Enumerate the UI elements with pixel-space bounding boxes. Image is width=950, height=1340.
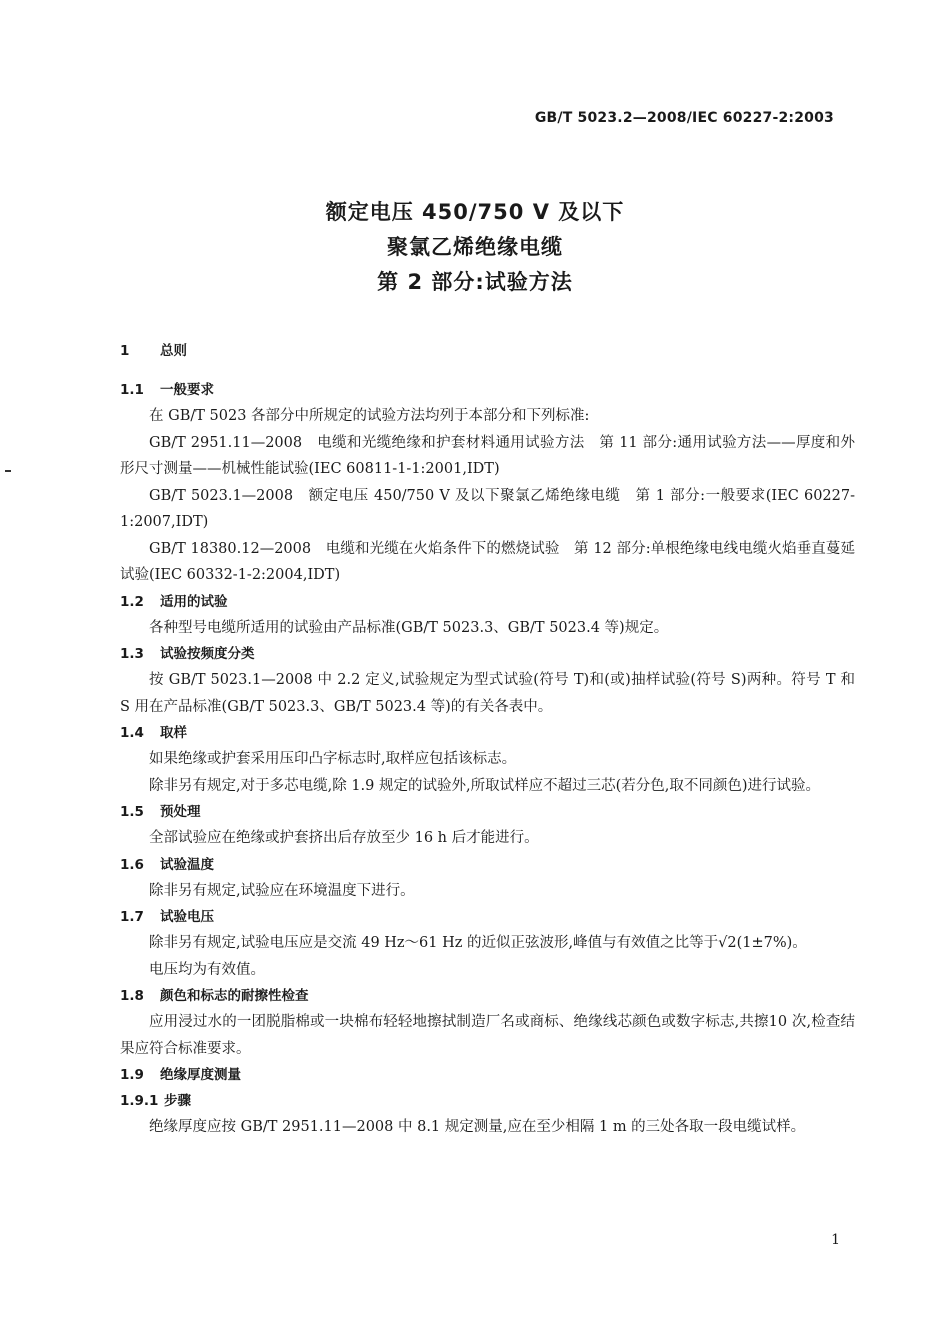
section-1-4-heading: 1.4 取样 [120,725,187,741]
section-1-3-heading: 1.3 试验按频度分类 [120,646,255,662]
section-1-9-heading: 1.9 绝缘厚度测量 [120,1067,241,1083]
page-number: 1 [831,1232,840,1248]
section-1-9-1-heading: 1.9.1 步骤 [120,1093,191,1109]
paragraph: 电压均为有效值。 [149,961,265,978]
document-body [120,341,855,1141]
section-1-heading: 1 总则 [120,343,187,359]
paragraph: 绝缘厚度应按 GB/T 2951.11—2008 中 8.1 规定测量,应在至少相隔 1 m 的三处各取一段电缆试样。 [149,1119,806,1135]
paragraph: 全部试验应在绝缘或护套挤出后存放至少 16 h 后才能进行。 [149,830,539,846]
paragraph: 除非另有规定,对于多芯电缆,除 1.9 规定的试验外,所取试样应不超过三芯(若分色,取不同颜色)进行试验。 [149,777,821,794]
reference-gbt-18380-12: GB/T 18380.12—2008 电缆和光缆在火焰条件下的燃烧试验 第 12 部分:单根绝缘电线电缆火焰垂直蔓延试验(IEC 60332-1-2:2004,IDT) [120,540,855,583]
paragraph: 如果绝缘或护套采用压印凸字标志时,取样应包括该标志。 [149,751,517,767]
paragraph: 按 GB/T 5023.1—2008 中 2.2 定义,试验规定为型式试验(符号 T)和(或)抽样试验(符号 S)两种。符号 T 和 S 用在产品标准(GB/T 5023.3、GB/T 5023.4 等)的有关各表中。 [120,672,855,715]
section-1-7-heading: 1.7 试验电压 [120,909,214,925]
section-1-6-heading: 1.6 试验温度 [120,856,214,873]
paragraph: 在 GB/T 5023 各部分中所规定的试验方法均列于本部分和下列标准: [149,408,590,424]
section-1-2-heading: 1.2 适用的试验 [120,593,228,610]
standard-number: GB/T 5023.2—2008/IEC 60227-2:2003 [534,110,834,126]
scan-mark [5,470,11,472]
section-1-8-heading: 1.8 颜色和标志的耐擦性检查 [120,988,309,1004]
section-1-5-heading: 1.5 预处理 [120,804,201,820]
reference-gbt-5023-1: GB/T 5023.1—2008 额定电压 450/750 V 及以下聚氯乙烯绝缘电缆 第 1 部分:一般要求(IEC 60227-1:2007,IDT) [120,487,855,530]
title-line-3: 第 2 部分:试验方法 [377,270,573,294]
paragraph: 除非另有规定,试验应在环境温度下进行。 [149,882,415,899]
paragraph: 应用浸过水的一团脱脂棉或一块棉布轻轻地擦拭制造厂名或商标、绝缘线芯颜色或数字标志,共擦10 次,检查结果应符合标准要求。 [120,1014,855,1057]
paragraph: 各种型号电缆所适用的试验由产品标准(GB/T 5023.3、GB/T 5023.4 等)规定。 [149,619,669,636]
section-1-1-heading: 1.1 一般要求 [120,382,214,398]
title-line-1: 额定电压 450/750 V 及以下 [325,200,625,224]
title-line-2: 聚氯乙烯绝缘电缆 [387,235,563,259]
reference-gbt-2951-11: GB/T 2951.11—2008 电缆和光缆绝缘和护套材料通用试验方法 第 11 部分:通用试验方法——厚度和外形尺寸测量——机械性能试验(IEC 60811-1-1:2001,IDT) [120,434,855,477]
paragraph: 除非另有规定,试验电压应是交流 49 Hz～61 Hz 的近似正弦波形,峰值与有效值之比等于√2(1±7%)。 [149,935,807,951]
